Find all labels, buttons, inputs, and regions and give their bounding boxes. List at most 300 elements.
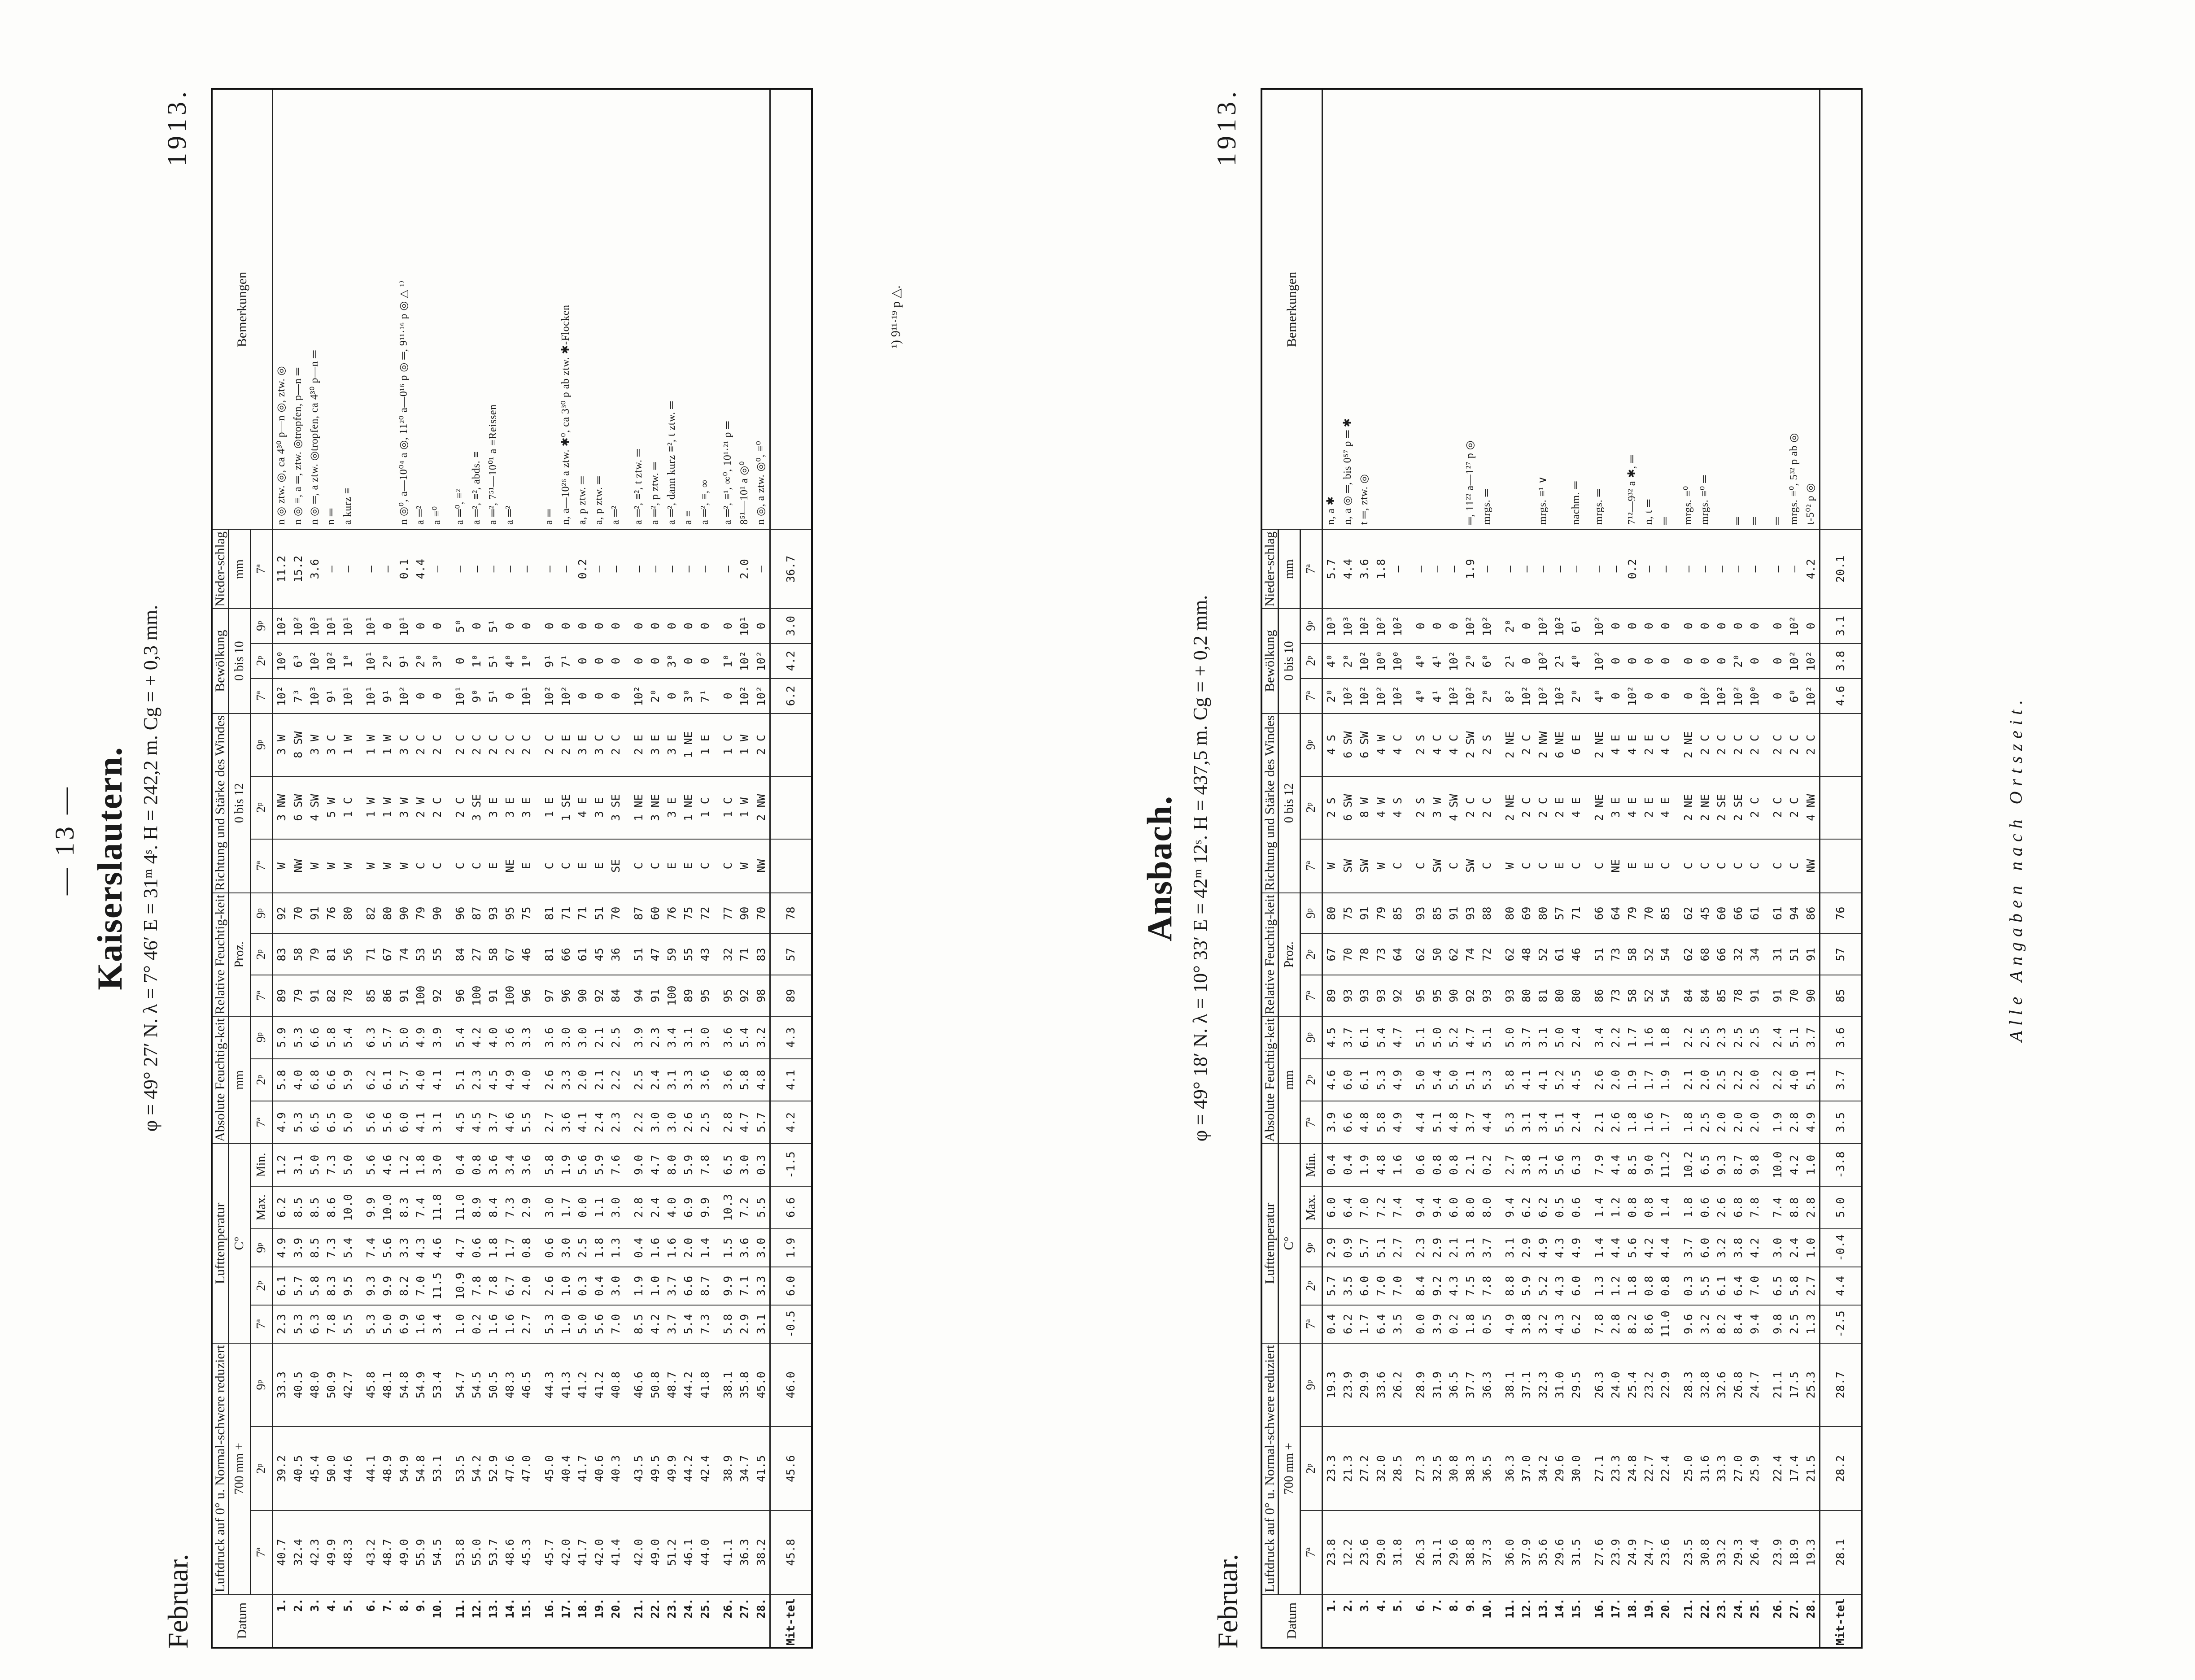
gap-cell bbox=[1495, 1144, 1501, 1186]
value-cell: 0.4 bbox=[452, 1144, 468, 1186]
value-cell: 3.1 bbox=[1535, 1144, 1551, 1186]
gap-cell bbox=[535, 1343, 541, 1427]
mean-cell: 6.6 bbox=[770, 1186, 812, 1229]
value-cell: 10.9 bbox=[452, 1267, 468, 1305]
value-cell: 0 bbox=[591, 644, 607, 679]
gap-cell bbox=[1406, 1229, 1412, 1267]
temperature-unit: C° bbox=[1279, 1144, 1300, 1343]
gap-cell bbox=[713, 934, 720, 975]
value-cell: 10² bbox=[736, 679, 753, 714]
value-cell: 4.4 bbox=[1607, 1144, 1624, 1186]
value-cell: 3 W bbox=[396, 776, 412, 839]
value-cell: 1.8 bbox=[412, 1144, 429, 1186]
gap-cell bbox=[1763, 1229, 1769, 1267]
value-cell: 10.0 bbox=[340, 1186, 356, 1229]
value-cell: 8.2 bbox=[1624, 1305, 1641, 1343]
value-cell: 6.2 bbox=[1535, 1186, 1551, 1229]
value-cell: 8.9 bbox=[468, 1186, 485, 1229]
value-cell: 6.6 bbox=[680, 1267, 697, 1305]
value-cell: 2.9 bbox=[1518, 1229, 1535, 1267]
value-cell: 4.0 bbox=[412, 1059, 429, 1101]
day-cell: 18. bbox=[1624, 1594, 1641, 1648]
value-cell: 3.6 bbox=[720, 1016, 736, 1059]
value-cell: W bbox=[273, 839, 290, 893]
value-cell: 6.3 bbox=[362, 1016, 379, 1059]
value-cell: 2.0 bbox=[1607, 1059, 1624, 1101]
value-cell: 2.0 bbox=[1713, 1101, 1730, 1144]
value-cell: 60 bbox=[647, 893, 663, 934]
value-cell: 23.5 bbox=[1680, 1510, 1697, 1594]
value-cell: 9⁰ bbox=[468, 679, 485, 714]
day-cell: 13. bbox=[1535, 1594, 1551, 1648]
value-cell: 2.1 bbox=[1680, 1059, 1697, 1101]
mean-cell: 4.2 bbox=[770, 644, 812, 679]
gap-cell bbox=[1674, 893, 1680, 934]
value-cell: 10² bbox=[1356, 609, 1373, 644]
value-cell: C bbox=[630, 839, 647, 893]
value-cell: 30.8 bbox=[1697, 1510, 1713, 1594]
value-cell: 9.8 bbox=[1746, 1144, 1763, 1186]
temperature-header: Lufttemperatur bbox=[1261, 1144, 1279, 1343]
observation-table bbox=[211, 88, 813, 1649]
value-cell: 10¹ bbox=[362, 644, 379, 679]
value-cell: 59 bbox=[663, 934, 680, 975]
value-cell: 0 bbox=[680, 644, 697, 679]
day-cell: 5. bbox=[1389, 1594, 1406, 1648]
value-cell: 3.0 bbox=[574, 1016, 591, 1059]
value-cell: 4.5 bbox=[1568, 1059, 1584, 1101]
gap-cell bbox=[356, 1267, 362, 1305]
value-cell: 10⁰ bbox=[1389, 644, 1406, 679]
value-cell: 2 C bbox=[1769, 776, 1786, 839]
value-cell: 7.0 bbox=[1373, 1267, 1389, 1305]
value-cell: 7.1 bbox=[736, 1267, 753, 1305]
value-cell: — bbox=[1769, 530, 1786, 609]
day-cell: 8. bbox=[396, 1594, 412, 1648]
value-cell: C bbox=[412, 839, 429, 893]
value-cell: 3 E bbox=[502, 776, 518, 839]
value-cell: 0 bbox=[1429, 609, 1445, 644]
value-cell: 3.5 bbox=[1389, 1305, 1406, 1343]
value-cell: 73 bbox=[1373, 934, 1389, 975]
value-cell: 8.3 bbox=[396, 1186, 412, 1229]
value-cell: W bbox=[736, 839, 753, 893]
value-cell: 5.4 bbox=[452, 1016, 468, 1059]
station-coordinates: φ = 49° 27′ N. λ = 7° 46′ E = 31ᵐ 4ˢ. H = 242,2 m. Cg = + 0,3 mm. bbox=[140, 605, 161, 1132]
value-cell: 2.5 bbox=[574, 1229, 591, 1267]
value-cell: 0 bbox=[1624, 644, 1641, 679]
table-row bbox=[1551, 89, 1568, 1648]
value-cell: C bbox=[1518, 839, 1535, 893]
value-cell: 3.9 bbox=[630, 1016, 647, 1059]
value-cell: 10¹ bbox=[323, 609, 340, 644]
value-cell: 5.8 bbox=[736, 1059, 753, 1101]
value-cell: 9.5 bbox=[340, 1267, 356, 1305]
remarks-header: Bemerkungen bbox=[212, 89, 273, 530]
value-cell: 0 bbox=[452, 644, 468, 679]
gap-cell bbox=[713, 1594, 720, 1648]
value-cell: 3.4 bbox=[1535, 1101, 1551, 1144]
value-cell: 2.4 bbox=[1568, 1016, 1584, 1059]
value-cell: 10² bbox=[1462, 609, 1479, 644]
value-cell: 48.3 bbox=[502, 1343, 518, 1427]
value-cell: 5.6 bbox=[379, 1101, 396, 1144]
value-cell: 1.2 bbox=[273, 1144, 290, 1186]
value-cell: 61 bbox=[574, 934, 591, 975]
value-cell: 7.4 bbox=[412, 1186, 429, 1229]
value-cell: — bbox=[1657, 530, 1674, 609]
gap-cell bbox=[1763, 1267, 1769, 1305]
table-row bbox=[485, 89, 502, 1648]
value-cell: 27.0 bbox=[1730, 1427, 1746, 1510]
value-cell: 2.3 bbox=[607, 1101, 624, 1144]
value-cell: 45.0 bbox=[753, 1343, 770, 1427]
value-cell: 0 bbox=[412, 609, 429, 644]
value-cell: 5.4 bbox=[340, 1229, 356, 1267]
value-cell: 80 bbox=[1501, 893, 1518, 934]
value-cell: 89 bbox=[273, 975, 290, 1016]
value-cell: 2 S bbox=[1412, 714, 1429, 776]
remark-cell: mrgs. ≡⁰ bbox=[1680, 89, 1697, 530]
day-cell: 14. bbox=[1551, 1594, 1568, 1648]
value-cell: — bbox=[558, 530, 574, 609]
value-cell: 3.7 bbox=[1680, 1229, 1697, 1267]
value-cell: E bbox=[663, 839, 680, 893]
value-cell: 5.1 bbox=[452, 1059, 468, 1101]
value-cell: 4.3 bbox=[1551, 1305, 1568, 1343]
station-header bbox=[90, 88, 206, 1649]
remark-cell: ═ bbox=[1769, 89, 1786, 530]
value-cell: 2 C bbox=[1535, 776, 1551, 839]
value-cell: 6.6 bbox=[306, 1016, 323, 1059]
value-cell: 5.0 bbox=[1551, 1016, 1568, 1059]
value-cell: 6.8 bbox=[306, 1059, 323, 1101]
value-cell: 9¹ bbox=[323, 679, 340, 714]
value-cell: 7.6 bbox=[607, 1144, 624, 1186]
value-cell: 6.3 bbox=[306, 1305, 323, 1343]
value-cell: 91 bbox=[1445, 893, 1462, 934]
value-cell: W bbox=[1373, 839, 1389, 893]
time-header: Max. bbox=[1300, 1186, 1322, 1229]
remark-cell: mrgs. ═ bbox=[1591, 89, 1607, 530]
value-cell: 2 E bbox=[1551, 776, 1568, 839]
table-row bbox=[1624, 89, 1641, 1648]
value-cell: 2.1 bbox=[1462, 1144, 1479, 1186]
value-cell: 8.4 bbox=[1730, 1305, 1746, 1343]
value-cell: 5.7 bbox=[753, 1101, 770, 1144]
gap-cell bbox=[1674, 644, 1680, 679]
value-cell: 7.2 bbox=[1373, 1186, 1389, 1229]
gap-cell bbox=[624, 714, 630, 776]
value-cell: 6.4 bbox=[1730, 1267, 1746, 1305]
gap-cell bbox=[624, 839, 630, 893]
gap-cell bbox=[1674, 1144, 1680, 1186]
value-cell: 11.8 bbox=[429, 1186, 445, 1229]
value-cell: 27.2 bbox=[1356, 1427, 1373, 1510]
gap-cell bbox=[1406, 1305, 1412, 1343]
value-cell: 1.8 bbox=[1462, 1305, 1479, 1343]
gap-cell bbox=[624, 644, 630, 679]
value-cell: C bbox=[1769, 839, 1786, 893]
value-cell: 44.2 bbox=[680, 1427, 697, 1510]
value-cell: 4.4 bbox=[1412, 1101, 1429, 1144]
value-cell: 96 bbox=[518, 975, 535, 1016]
table-row bbox=[1445, 89, 1462, 1648]
value-cell: 31.9 bbox=[1429, 1343, 1445, 1427]
value-cell: 5.3 bbox=[1501, 1101, 1518, 1144]
value-cell: 10³ bbox=[1322, 609, 1340, 644]
value-cell: 8.3 bbox=[323, 1267, 340, 1305]
page-number: — 13 — bbox=[50, 785, 79, 895]
value-cell: 86 bbox=[1591, 975, 1607, 1016]
gap-cell bbox=[1406, 1267, 1412, 1305]
cloud-unit: 0 bis 10 bbox=[229, 609, 251, 714]
value-cell: 5.5 bbox=[518, 1101, 535, 1144]
value-cell: 1⁰ bbox=[518, 644, 535, 679]
gap-cell bbox=[356, 644, 362, 679]
day-cell: 5. bbox=[340, 1594, 356, 1648]
value-cell: 0 bbox=[607, 609, 624, 644]
value-cell: — bbox=[1551, 530, 1568, 609]
value-cell: C bbox=[647, 839, 663, 893]
value-cell: 29.5 bbox=[1568, 1343, 1584, 1427]
value-cell: 1.4 bbox=[1657, 1186, 1674, 1229]
value-cell: 5.0 bbox=[1412, 1059, 1429, 1101]
value-cell: 6.5 bbox=[1697, 1144, 1713, 1186]
value-cell: 80 bbox=[340, 893, 356, 934]
value-cell: 2.2 bbox=[1769, 1059, 1786, 1101]
value-cell: C bbox=[429, 839, 445, 893]
value-cell: 8.0 bbox=[1479, 1186, 1495, 1229]
value-cell: 7³ bbox=[290, 679, 306, 714]
mean-cell bbox=[1820, 776, 1862, 839]
value-cell: 5⁰ bbox=[452, 609, 468, 644]
time-header: 7ª bbox=[251, 1305, 273, 1343]
value-cell: 0.8 bbox=[1445, 1144, 1462, 1186]
value-cell: 4 E bbox=[1568, 776, 1584, 839]
value-cell: 1.0 bbox=[558, 1267, 574, 1305]
time-header: 7ª bbox=[1300, 679, 1322, 714]
value-cell: 4 E bbox=[1624, 714, 1641, 776]
value-cell: 7.9 bbox=[1591, 1144, 1607, 1186]
value-cell: 0 bbox=[1607, 679, 1624, 714]
table-row bbox=[1746, 89, 1763, 1648]
day-cell: 4. bbox=[323, 1594, 340, 1648]
value-cell: 10³ bbox=[1340, 609, 1356, 644]
value-cell: 44.3 bbox=[541, 1343, 558, 1427]
value-cell: 46.5 bbox=[518, 1343, 535, 1427]
value-cell: 23.3 bbox=[1322, 1427, 1340, 1510]
value-cell: 3.1 bbox=[429, 1101, 445, 1144]
time-header: 9ᵖ bbox=[1300, 893, 1322, 934]
remark-cell: a ═², dann kurz ≡², t ztw. ═ bbox=[663, 89, 680, 530]
value-cell: 0 bbox=[753, 609, 770, 644]
value-cell: 9.9 bbox=[362, 1186, 379, 1229]
value-cell: 8.8 bbox=[1501, 1267, 1518, 1305]
value-cell: 2 C bbox=[429, 714, 445, 776]
value-cell: 0 bbox=[1518, 609, 1535, 644]
value-cell: 92 bbox=[1389, 975, 1406, 1016]
value-cell: 1.8 bbox=[1624, 1267, 1641, 1305]
value-cell: 51 bbox=[591, 893, 607, 934]
value-cell: C bbox=[468, 839, 485, 893]
value-cell: 36.3 bbox=[1479, 1343, 1495, 1427]
value-cell: 79 bbox=[290, 975, 306, 1016]
gap-cell bbox=[1584, 1305, 1591, 1343]
gap-cell bbox=[535, 644, 541, 679]
value-cell: 94 bbox=[1786, 893, 1802, 934]
value-cell: 79 bbox=[1373, 893, 1389, 934]
gap-cell bbox=[445, 714, 452, 776]
day-cell: 24. bbox=[680, 1594, 697, 1648]
gap-cell bbox=[445, 1267, 452, 1305]
table-row bbox=[1568, 89, 1584, 1648]
value-cell: 2¹ bbox=[1501, 644, 1518, 679]
value-cell: 5.0 bbox=[379, 1305, 396, 1343]
value-cell: 3 E bbox=[485, 776, 502, 839]
value-cell: 49.0 bbox=[647, 1510, 663, 1594]
value-cell: 9.8 bbox=[1769, 1305, 1786, 1343]
gap-cell bbox=[356, 609, 362, 644]
value-cell: 2.4 bbox=[647, 1059, 663, 1101]
value-cell: 5.4 bbox=[1429, 1059, 1445, 1101]
time-header: 7ª bbox=[251, 530, 273, 609]
gap-cell bbox=[1674, 1101, 1680, 1144]
value-cell: 4.2 bbox=[468, 1016, 485, 1059]
remarks-header: Bemerkungen bbox=[1261, 89, 1322, 530]
value-cell: 24.0 bbox=[1607, 1343, 1624, 1427]
value-cell: 7.0 bbox=[1356, 1186, 1373, 1229]
remark-cell: a, p ztw. ═ bbox=[574, 89, 591, 530]
gap-cell bbox=[1674, 530, 1680, 609]
value-cell: 45.0 bbox=[541, 1427, 558, 1510]
remark-cell: a ═², 7⁵¹—10⁰¹ a ≡Reissen bbox=[485, 89, 502, 530]
group-gap bbox=[356, 89, 362, 1648]
gap-cell bbox=[535, 1059, 541, 1101]
remark-cell: n, a—10²⁶ a ztw. ✱⁰, ca 3³⁰ p ab ztw. ✱-Flocken bbox=[558, 89, 574, 530]
value-cell: 3.3 bbox=[518, 1016, 535, 1059]
time-header: 7ª bbox=[1300, 530, 1322, 609]
value-cell: 54.7 bbox=[452, 1343, 468, 1427]
value-cell: 5.9 bbox=[680, 1144, 697, 1186]
value-cell: 2 C bbox=[429, 776, 445, 839]
value-cell: 28.9 bbox=[1412, 1343, 1429, 1427]
value-cell: 10.0 bbox=[1769, 1144, 1786, 1186]
value-cell: 68 bbox=[1697, 934, 1713, 975]
value-cell: 100 bbox=[468, 975, 485, 1016]
value-cell: 2.6 bbox=[1607, 1101, 1624, 1144]
value-cell: W bbox=[1501, 839, 1518, 893]
value-cell: 4.6 bbox=[379, 1144, 396, 1186]
table-row bbox=[607, 89, 624, 1648]
group-gap bbox=[1406, 89, 1412, 1648]
day-cell: 14. bbox=[502, 1594, 518, 1648]
value-cell: 2.2 bbox=[1607, 1016, 1624, 1059]
value-cell: — bbox=[663, 530, 680, 609]
value-cell: 7.8 bbox=[1591, 1305, 1607, 1343]
gap-cell bbox=[1763, 1059, 1769, 1101]
value-cell: 6.0 bbox=[1340, 1059, 1356, 1101]
value-cell: 21.1 bbox=[1769, 1343, 1786, 1427]
value-cell: 34.2 bbox=[1535, 1427, 1551, 1510]
value-cell: 4 C bbox=[1445, 714, 1462, 776]
value-cell: 1.3 bbox=[1591, 1267, 1607, 1305]
value-cell: 43.5 bbox=[630, 1427, 647, 1510]
time-header: 9ᵖ bbox=[251, 1016, 273, 1059]
value-cell: 70 bbox=[1340, 934, 1356, 975]
value-cell: — bbox=[1429, 530, 1445, 609]
value-cell: 2 S bbox=[1479, 714, 1495, 776]
value-cell: 10² bbox=[1624, 679, 1641, 714]
value-cell: 1.7 bbox=[1356, 1305, 1373, 1343]
value-cell: 23.6 bbox=[1356, 1510, 1373, 1594]
remark-cell: n ◎, a ztw. ◎⁰, ≡⁰ bbox=[753, 89, 770, 530]
value-cell: 4.9 bbox=[273, 1229, 290, 1267]
gap-cell bbox=[624, 934, 630, 975]
value-cell: — bbox=[485, 530, 502, 609]
value-cell: 75 bbox=[680, 893, 697, 934]
day-cell: 17. bbox=[1607, 1594, 1624, 1648]
value-cell: 1.8 bbox=[1680, 1101, 1697, 1144]
value-cell: 7¹ bbox=[558, 644, 574, 679]
cloud-unit: 0 bis 10 bbox=[1279, 609, 1300, 714]
value-cell: 23.9 bbox=[1769, 1510, 1786, 1594]
value-cell: 2 NW bbox=[753, 776, 770, 839]
value-cell: 1.6 bbox=[485, 1305, 502, 1343]
gap-cell bbox=[445, 1101, 452, 1144]
gap-cell bbox=[1495, 893, 1501, 934]
value-cell: 4.5 bbox=[1322, 1016, 1340, 1059]
gap-cell bbox=[1674, 1305, 1680, 1343]
mean-cell: 6.2 bbox=[770, 679, 812, 714]
gap-cell bbox=[445, 1510, 452, 1594]
value-cell: 5.5 bbox=[340, 1305, 356, 1343]
value-cell: 6.0 bbox=[1697, 1229, 1713, 1267]
value-cell: 8.2 bbox=[1713, 1305, 1730, 1343]
value-cell: 54.8 bbox=[396, 1343, 412, 1427]
value-cell: 4.6 bbox=[502, 1101, 518, 1144]
value-cell: 2.4 bbox=[1786, 1229, 1802, 1267]
value-cell: 34 bbox=[1746, 934, 1763, 975]
value-cell: 2 C bbox=[485, 714, 502, 776]
value-cell: 0.2 bbox=[468, 1305, 485, 1343]
value-cell: 2.5 bbox=[630, 1059, 647, 1101]
value-cell: 4.2 bbox=[647, 1305, 663, 1343]
time-header: 2ᵖ bbox=[251, 934, 273, 975]
value-cell: 26.3 bbox=[1591, 1343, 1607, 1427]
remark-cell bbox=[1820, 89, 1862, 530]
value-cell: 2 C bbox=[1802, 714, 1820, 776]
wind-unit: 0 bis 12 bbox=[1279, 714, 1300, 893]
value-cell: 50.0 bbox=[323, 1427, 340, 1510]
value-cell: 4.3 bbox=[1551, 1229, 1568, 1267]
time-header: 2ᵖ bbox=[251, 1267, 273, 1305]
value-cell: 10² bbox=[1518, 679, 1535, 714]
value-cell: 4 NW bbox=[1802, 776, 1820, 839]
value-cell: 5.1 bbox=[1462, 1059, 1479, 1101]
value-cell: — bbox=[468, 530, 485, 609]
group-gap bbox=[1674, 89, 1680, 1648]
remark-cell: a ═⁰, ≡² bbox=[452, 89, 468, 530]
value-cell: 92 bbox=[273, 893, 290, 934]
value-cell: 1.9 bbox=[1769, 1101, 1786, 1144]
gap-cell bbox=[713, 1229, 720, 1267]
value-cell: 2.0 bbox=[1730, 1101, 1746, 1144]
table-row bbox=[290, 89, 306, 1648]
value-cell: 33.6 bbox=[1373, 1343, 1389, 1427]
day-cell: 10. bbox=[1479, 1594, 1495, 1648]
gap-cell bbox=[445, 1016, 452, 1059]
